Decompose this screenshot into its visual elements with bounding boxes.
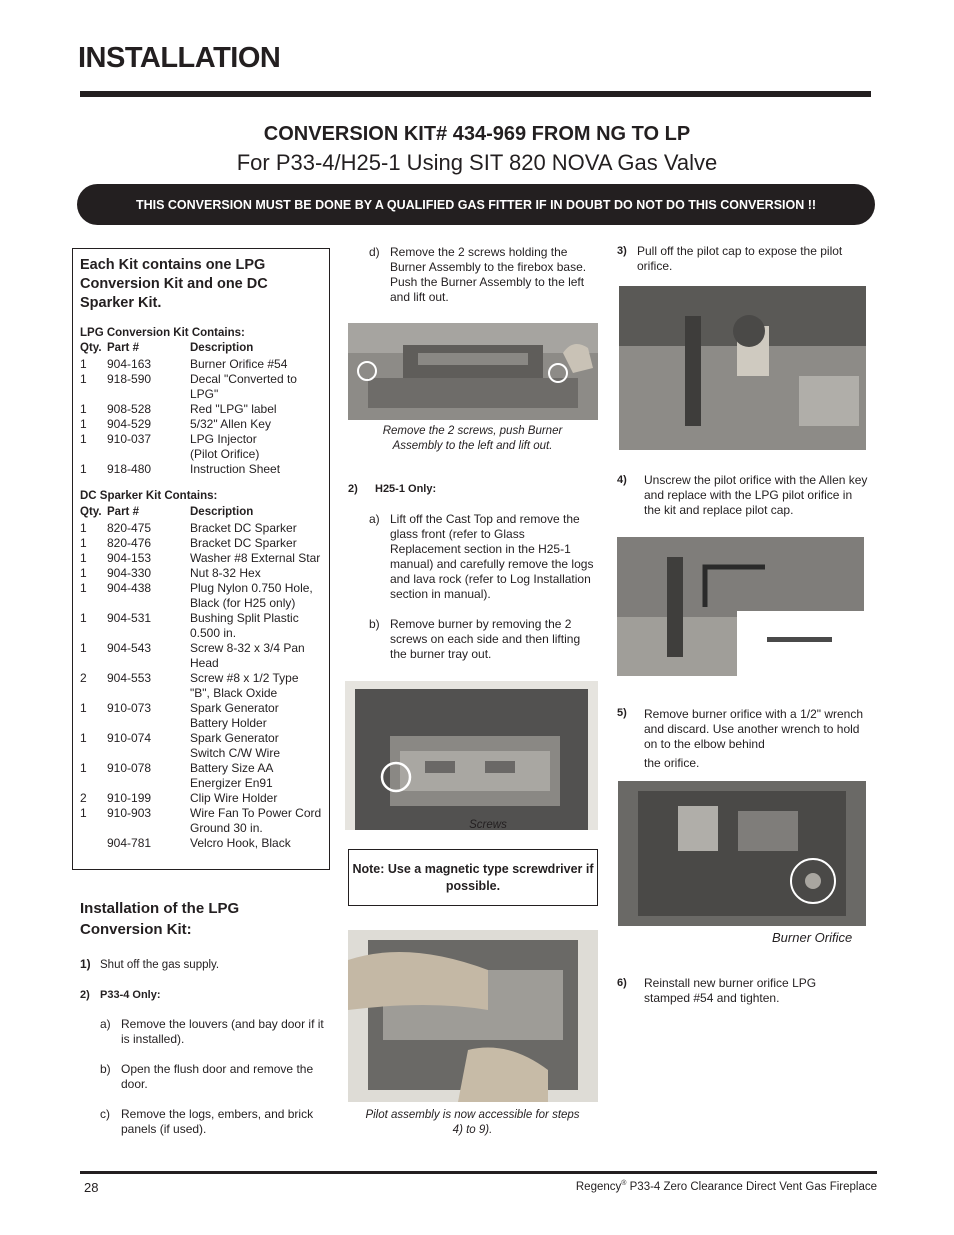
page-number: 28 — [84, 1180, 99, 1195]
h25-b-text: Remove burner by removing the 2 screws on each side and then lifting the burner tray out. — [390, 617, 581, 661]
install-title: Installation of the LPG Conversion Kit: — [80, 900, 240, 938]
dc-row-qty: 1 — [80, 551, 87, 565]
dc-row-desc-cont: Switch C/W Wire — [190, 746, 280, 760]
dc-row-part: 904-438 — [107, 581, 152, 595]
dc-row-part: 910-074 — [107, 731, 152, 745]
dc-row-qty: 1 — [80, 566, 87, 580]
dc-row-qty: 1 — [80, 521, 87, 535]
dc-row-desc: Spark Generator — [190, 731, 279, 745]
lpg-row-desc: 5/32" Allen Key — [190, 417, 271, 431]
lpg-row-desc: LPG Injector — [190, 432, 257, 446]
step-4-text: Unscrew the pilot orifice with the Allen key and replace with the LPG pilot orifice in the kit and replace pilot cap. — [644, 473, 868, 517]
dc-row-desc-cont: Battery Holder — [190, 716, 267, 730]
lpg-row-desc: Burner Orifice #54 — [190, 357, 288, 371]
dc-row-qty: 1 — [80, 536, 87, 550]
dc-row-qty: 1 — [80, 611, 87, 625]
step-2a-label: a) — [100, 1017, 111, 1031]
footer-product: P33-4 Zero Clearance Direct Vent Gas Fireplace — [626, 1180, 877, 1193]
step-2a-text: Remove the louvers (and bay door if it is installed). — [121, 1017, 324, 1046]
step-6-number: 6) — [617, 977, 627, 989]
step-5-number: 5) — [617, 707, 627, 719]
lpg-row-desc: Instruction Sheet — [190, 462, 281, 476]
dc-row-part: 910-078 — [107, 761, 152, 775]
step-3-text: Pull off the pilot cap to expose the pilot orifice. — [637, 244, 843, 273]
dc-row-desc: Wire Fan To Power Cord — [190, 806, 322, 820]
step-3-number: 3) — [617, 245, 627, 257]
h25-b-label: b) — [369, 617, 380, 631]
dc-row-qty: 2 — [80, 671, 87, 685]
lpg-row-qty: 1 — [80, 462, 87, 476]
dc-row-desc: Plug Nylon 0.750 Hole, — [190, 581, 313, 595]
burner-tray-photo — [345, 681, 598, 830]
step-d-text: Remove the 2 screws holding the Burner Assembly to the firebox base. Push the Burner Assembly to the left and lift out. — [390, 245, 587, 304]
lpg-row-qty: 1 — [80, 372, 87, 386]
dc-row-part: 820-475 — [107, 521, 152, 535]
lpg-row-desc-cont: LPG" — [190, 387, 219, 401]
warning-text: THIS CONVERSION MUST BE DONE BY A QUALIFIED GAS FITTER IF IN DOUBT DO NOT DO THIS CONVERSION !! — [135, 197, 817, 212]
h25-a-label: a) — [369, 512, 380, 526]
footer-text — [576, 1180, 877, 1193]
dc-row-part: 910-073 — [107, 701, 152, 715]
lpg-row-qty: 1 — [80, 432, 87, 446]
dc-row-qty: 1 — [80, 581, 87, 595]
step-2c-text: Remove the logs, embers, and brick panels (if used). — [121, 1107, 314, 1136]
note-text: Note: Use a magnetic type screwdriver if possible. — [352, 861, 594, 893]
dc-row-desc-cont: "B", Black Oxide — [190, 686, 278, 700]
pilot-cap-photo — [619, 286, 866, 450]
dc-row-part: 904-330 — [107, 566, 152, 580]
step-2b-text: Open the flush door and remove the door. — [121, 1062, 314, 1091]
dc-row-part: 904-781 — [107, 836, 152, 850]
h25-heading: H25-1 Only: — [375, 483, 437, 495]
h25-step-number: 2) — [348, 483, 358, 495]
step-d-label: d) — [369, 245, 380, 259]
dc-row-qty: 1 — [80, 641, 87, 655]
lpg-row-part: 904-529 — [107, 417, 152, 431]
burner-assembly-photo — [348, 323, 598, 420]
lpg-row-desc: Red "LPG" label — [190, 402, 277, 416]
dc-row-desc-cont: Ground 30 in. — [190, 821, 263, 835]
dc-row-qty: 1 — [80, 806, 87, 820]
dc-part-header: Part # — [107, 506, 139, 518]
dc-row-desc: Bushing Split Plastic — [190, 611, 299, 625]
dc-kit-heading: DC Sparker Kit Contains: — [80, 490, 218, 502]
step-5-text: Remove burner orifice with a 1/2" wrench and discard. Use another wrench to hold on to the elbow behind — [644, 707, 864, 751]
header-rule — [80, 91, 871, 97]
lpg-row-part: 918-590 — [107, 372, 152, 386]
page-title: INSTALLATION — [78, 42, 281, 74]
dc-row-qty: 1 — [80, 731, 87, 745]
dc-row-qty: 1 — [80, 701, 87, 715]
kit-heading: CONVERSION KIT# 434-969 FROM NG TO LP — [263, 123, 691, 145]
lpg-row-desc-cont: (Pilot Orifice) — [190, 447, 260, 461]
step-2c-label: c) — [100, 1107, 110, 1121]
footer-rule — [80, 1171, 877, 1174]
magnetic-screwdriver-note — [348, 849, 598, 906]
dc-row-desc: Spark Generator — [190, 701, 279, 715]
lpg-kit-heading: LPG Conversion Kit Contains: — [80, 327, 245, 339]
lpg-row-part: 918-480 — [107, 462, 152, 476]
dc-row-desc: Velcro Hook, Black — [190, 836, 291, 850]
dc-row-part: 904-543 — [107, 641, 152, 655]
lpg-row-qty: 1 — [80, 417, 87, 431]
photo-caption-1: Remove the 2 screws, push Burner Assembly to the left and lift out. — [382, 425, 563, 452]
lpg-row-part: 910-037 — [107, 432, 152, 446]
step-6-text: Reinstall new burner orifice LPG stamped #54 and tighten. — [644, 976, 817, 1005]
pilot-assembly-photo — [348, 930, 598, 1102]
step-2-heading: P33-4 Only: — [100, 989, 161, 1001]
pilot-orifice-photo — [617, 537, 864, 676]
dc-desc-header: Description — [190, 506, 254, 518]
photo-caption-2: Screws — [469, 819, 507, 831]
kit-subheading: For P33-4/H25-1 Using SIT 820 NOVA Gas Valve — [236, 150, 718, 175]
dc-row-part: 904-531 — [107, 611, 152, 625]
dc-row-qty: 2 — [80, 791, 87, 805]
dc-row-desc: Washer #8 External Star — [190, 551, 321, 565]
step-1-text: Shut off the gas supply. — [100, 959, 220, 971]
lpg-row-qty: 1 — [80, 357, 87, 371]
lpg-row-desc: Decal "Converted to — [190, 372, 297, 386]
dc-row-desc: Bracket DC Sparker — [190, 521, 297, 535]
lpg-row-part: 904-163 — [107, 357, 152, 371]
dc-row-part: 904-153 — [107, 551, 152, 565]
dc-row-part: 904-553 — [107, 671, 152, 685]
warning-banner — [77, 184, 875, 225]
dc-row-desc: Bracket DC Sparker — [190, 536, 297, 550]
lpg-qty-header: Qty. — [80, 342, 102, 354]
step-1-number: 1) — [80, 957, 91, 971]
dc-row-part: 910-199 — [107, 791, 152, 805]
h25-a-text: Lift off the Cast Top and remove the glass front (refer to Glass Replacement section in the H25-1 manual) and carefully remove the logs and lava rock (refer to Log Installation section in manual). — [390, 512, 594, 601]
dc-row-desc-cont: Black (for H25 only) — [190, 596, 296, 610]
dc-row-desc: Battery Size AA — [190, 761, 274, 775]
photo-caption-3: Pilot assembly is now accessible for steps 4) to 9). — [365, 1109, 580, 1136]
lpg-row-qty: 1 — [80, 402, 87, 416]
lpg-part-header: Part # — [107, 342, 139, 354]
lpg-desc-header: Description — [190, 342, 254, 354]
step-5-text-cont: the orifice. — [644, 756, 700, 770]
dc-row-desc: Screw #8 x 1/2 Type — [190, 671, 299, 685]
step-4-number: 4) — [617, 474, 627, 486]
registered-mark: ® — [621, 1180, 627, 1187]
dc-qty-header: Qty. — [80, 506, 102, 518]
step-2b-label: b) — [100, 1062, 111, 1076]
dc-row-qty: 1 — [80, 761, 87, 775]
dc-row-desc: Clip Wire Holder — [190, 791, 278, 805]
dc-row-part: 910-903 — [107, 806, 152, 820]
dc-row-part: 820-476 — [107, 536, 152, 550]
footer-brand: Regency — [575, 1180, 622, 1193]
burner-orifice-photo — [618, 781, 866, 926]
dc-row-desc-cont: Energizer En91 — [190, 776, 273, 790]
burner-orifice-caption: Burner Orifice — [772, 930, 853, 945]
dc-row-desc: Screw 8-32 x 3/4 Pan — [190, 641, 305, 655]
step-2-number: 2) — [80, 989, 90, 1001]
dc-row-desc-cont: 0.500 in. — [190, 626, 237, 640]
kit-title: Each Kit contains one LPG Conversion Kit and one DC Sparker Kit. — [80, 257, 268, 311]
dc-row-desc-cont: Head — [190, 656, 219, 670]
lpg-row-part: 908-528 — [107, 402, 152, 416]
dc-row-desc: Nut 8-32 Hex — [190, 566, 261, 580]
